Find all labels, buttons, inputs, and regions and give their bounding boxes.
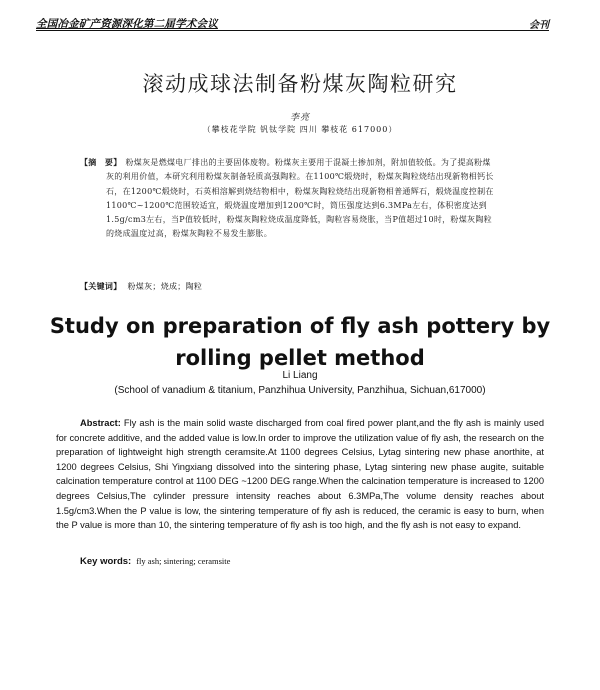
chinese-keywords-label: 【关键词】	[80, 281, 122, 291]
proceedings-tag: 会刊	[529, 20, 549, 31]
english-keywords-text: fly ash; sintering; ceramsite	[136, 556, 231, 566]
chinese-affiliation: （攀枝花学院 钒钛学院 四川 攀枝花 617000）	[202, 125, 398, 134]
chinese-keywords	[80, 281, 500, 292]
english-keywords-label: Key words:	[80, 556, 132, 567]
header-rule	[36, 30, 549, 31]
chinese-abstract-text: 粉煤灰是燃煤电厂排出的主要固体废物。粉煤灰主要用于混凝土掺加剂，附加值较低。为了提高粉煤灰的利用价值，本研究利用粉煤灰制备轻质高强陶粒。在1100℃煅烧时，粉煤灰陶粒烧结出现新物相钙长石，在1200℃煅烧时，石英相溶解到烧结物相中，粉煤灰陶粒烧结出现新物相普通辉石，煅烧温度控制在1100℃~1200℃范围较适宜，煅烧温度增加到1200℃时，筒压强度达到6.3MPa左右，体积密度达到1.5g/cm3左右，当P值较低时，粉煤灰陶粒烧成温度降低，陶粒容易烧胀，当P值超过10时，粉煤灰陶粒的烧成温度过高，粉煤灰陶粒不易发生膨胀。	[106, 158, 494, 239]
chinese-abstract	[80, 155, 498, 242]
running-header	[36, 12, 549, 32]
english-abstract	[56, 416, 544, 533]
chinese-abstract-label: 【摘 要】	[80, 157, 122, 167]
english-keywords	[80, 556, 540, 567]
chinese-title: 滚动成球法制备粉煤灰陶粒研究	[142, 72, 458, 96]
english-abstract-label: Abstract:	[80, 418, 121, 428]
chinese-author: 李亮	[289, 113, 310, 123]
chinese-keywords-text: 粉煤灰；烧成；陶粒	[127, 282, 203, 291]
english-author: Li Liang	[282, 370, 318, 381]
english-abstract-text: Fly ash is the main solid waste discharged from coal fired power plant,and the fly ash is mainly used for concrete additive, and the added value is low.In order to improve the utilization value of fly ash, the research on the preparation of lightweight high strength ceramsite.At 1100 degrees Celsius, Lytag sintering new phase anorthite, at 1200 degrees Celsius, Shi Yingxiang dissolved into the sintering phase, Lytag sintering new phase augite, suitable calcination temperature control at 1100 DEG ~1200 DEG range.When the calcination temperature is increased to 1200 degrees Celsius,The cylinder pressure intensity reaches about 6.3MPa,The volume density reaches about 1.5g/cm3.When the P value is low, the sintering temperature of fly ash is reduced, the ceramic is easy to burn, when the P value is more than 10, the sintering temperature of fly ash is too high, and the fly ash is not easy to expand.	[56, 418, 544, 531]
english-title-line2: rolling pellet method	[175, 346, 425, 370]
conference-name: 全国冶金矿产资源深化第二届学术会议	[36, 18, 218, 30]
english-title	[0, 310, 600, 374]
english-title-line1: Study on preparation of fly ash pottery by	[49, 314, 551, 338]
english-affiliation: (School of vanadium & titanium, Panzhihua University, Panzhihua, Sichuan,617000)	[114, 385, 486, 396]
